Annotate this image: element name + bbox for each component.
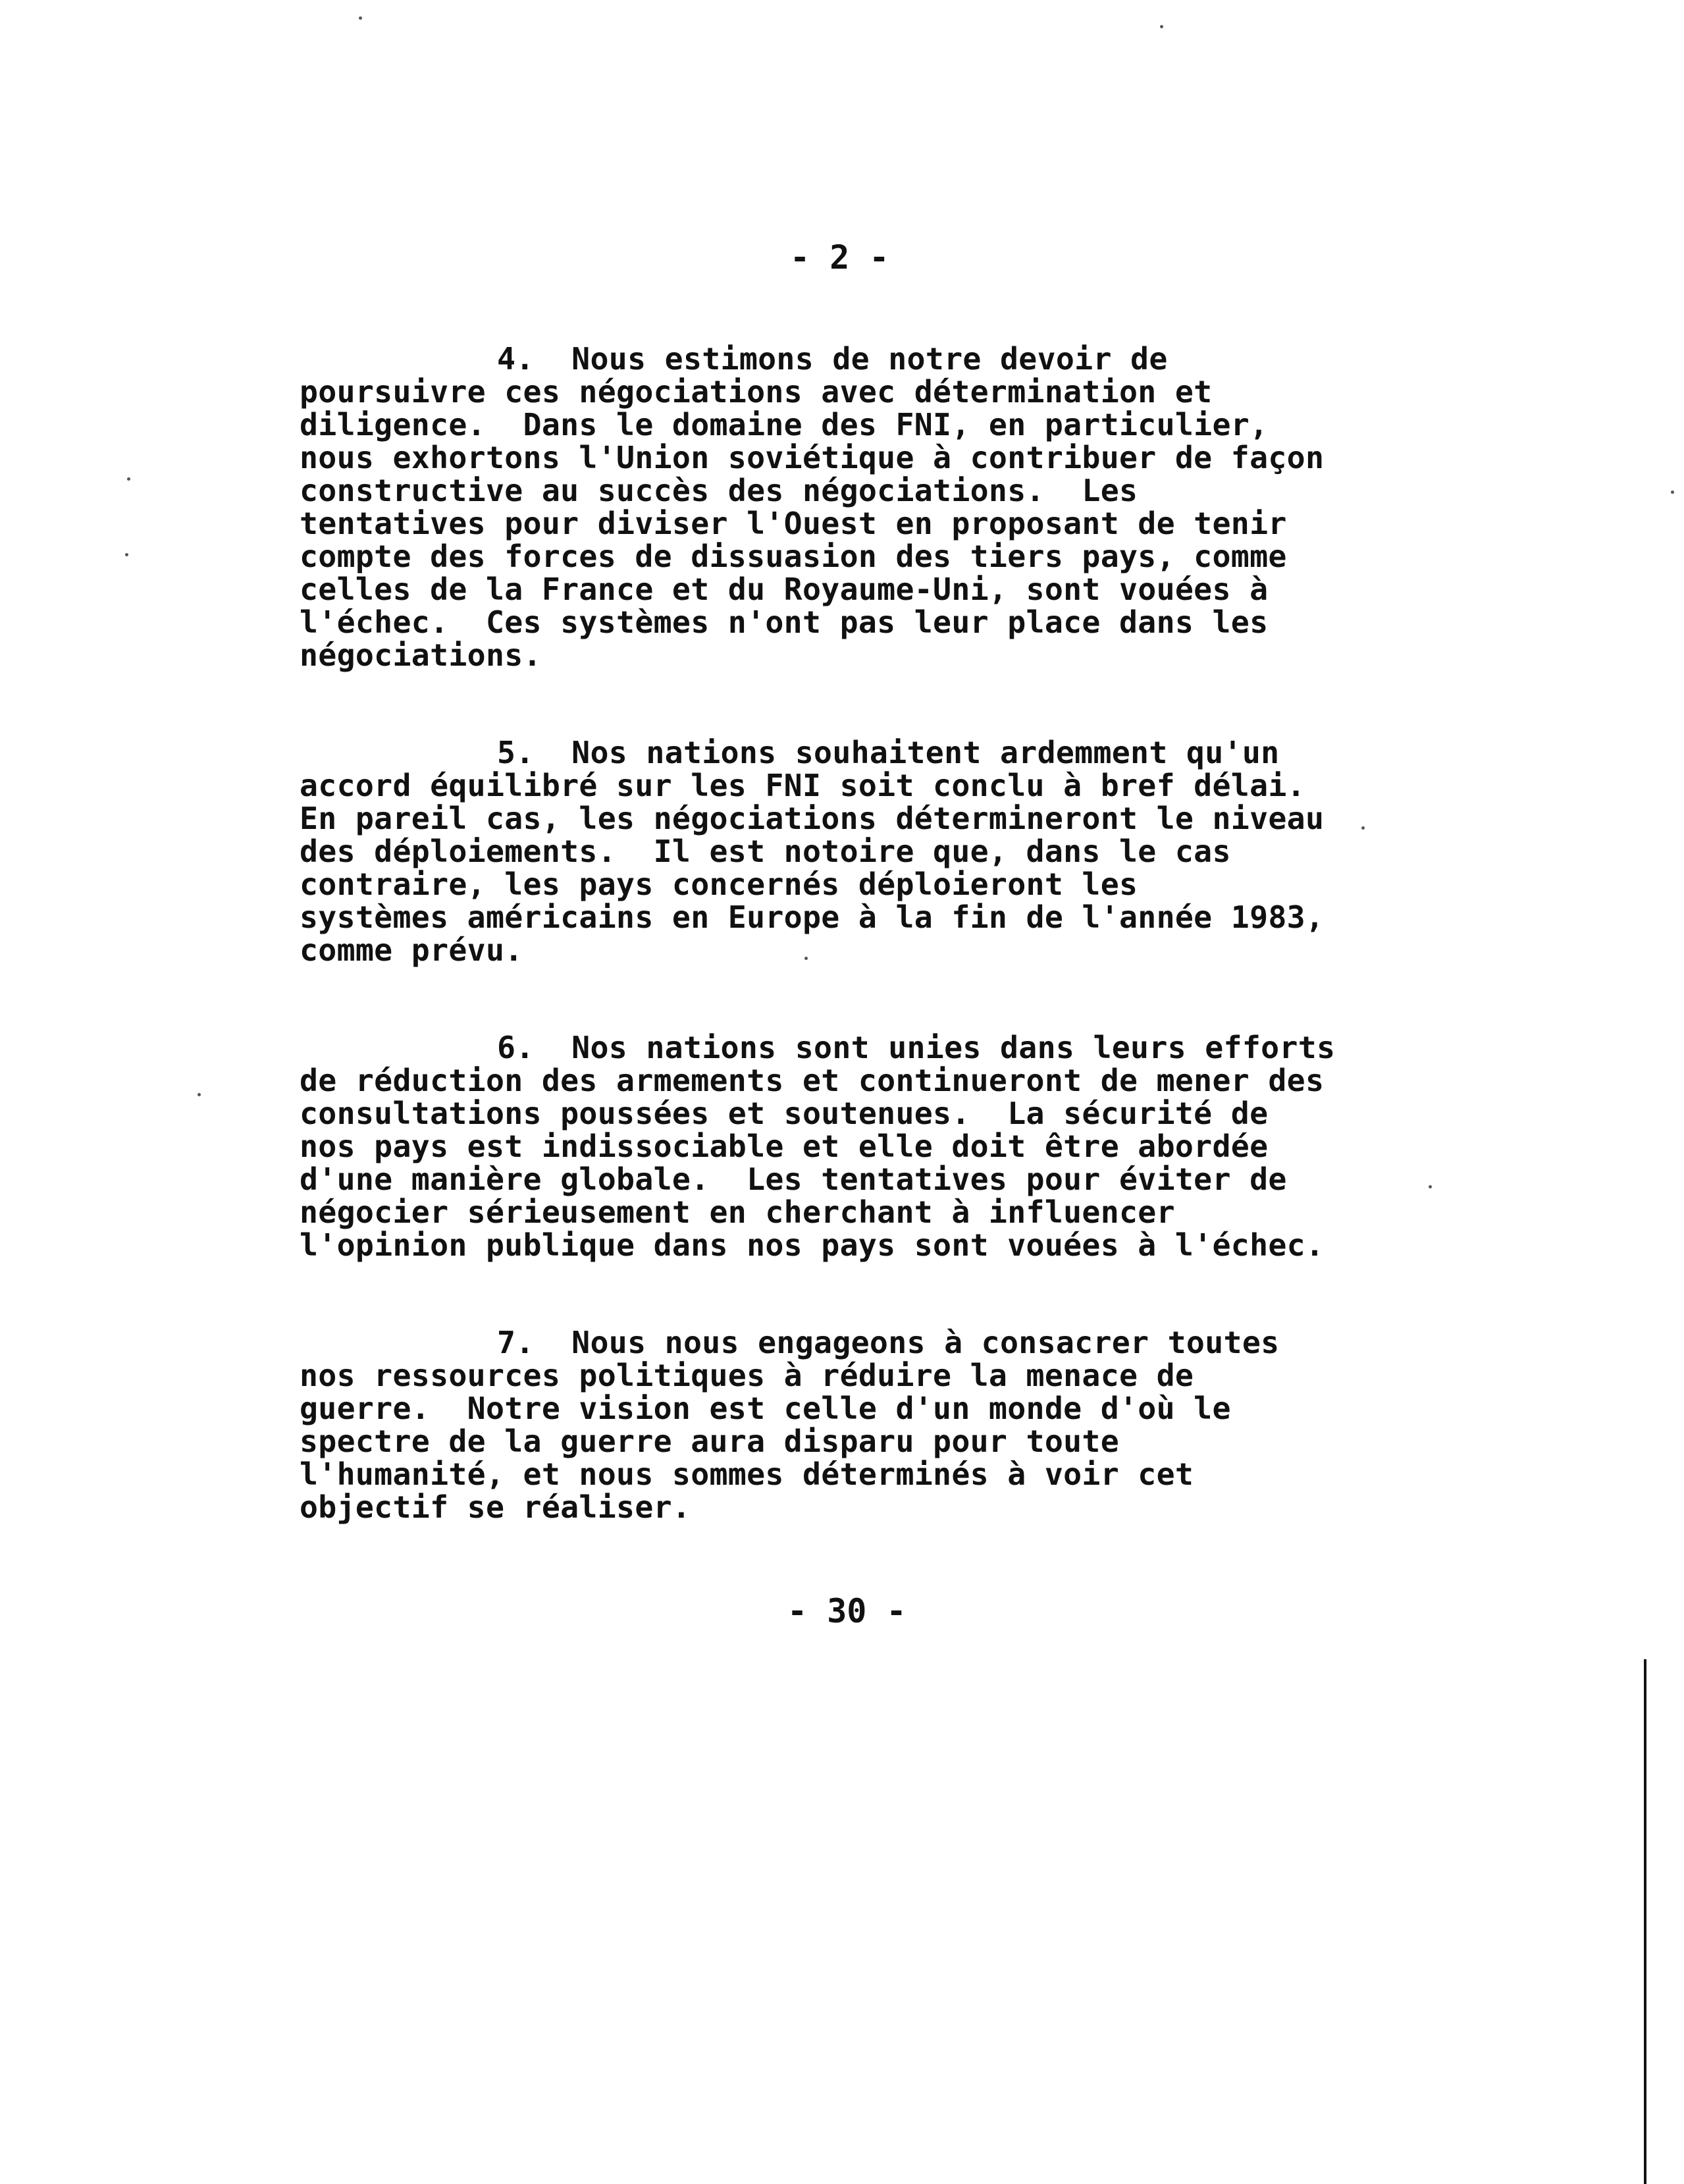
text-line: comme prévu.	[300, 932, 523, 968]
text-line: nous exhortons l'Union soviétique à contribuer de façon	[300, 440, 1325, 475]
text-line: spectre de la guerre aura disparu pour toute	[300, 1424, 1119, 1459]
scan-speck	[1361, 826, 1365, 830]
text-line: En pareil cas, les négociations détermineront le niveau	[300, 801, 1325, 836]
text-line: consultations poussées et soutenues. La sécurité de	[300, 1096, 1269, 1131]
text-line: accord équilibré sur les FNI soit conclu à bref délai.	[300, 768, 1305, 803]
text-line: poursuivre ces négociations avec détermination et	[300, 374, 1213, 410]
paragraph-4	[300, 342, 1458, 672]
page-number-top: - 2 -	[790, 238, 889, 277]
text-line: des déploiements. Il est notoire que, dans le cas	[300, 834, 1231, 869]
text-line: celles de la France et du Royaume-Uni, sont vouées à	[300, 572, 1269, 607]
text-line: tentatives pour diviser l'Ouest en proposant de tenir	[300, 506, 1287, 541]
text-line: 7. Nous nous engageons à consacrer toutes	[497, 1325, 1280, 1360]
text-line: nos ressources politiques à réduire la menace de	[300, 1358, 1194, 1393]
text-line: de réduction des armements et continueront de mener des	[300, 1063, 1325, 1098]
paragraph-6	[300, 1031, 1458, 1262]
text-line: l'échec. Ces systèmes n'ont pas leur place dans les	[300, 604, 1269, 640]
text-line: contraire, les pays concernés déploieront les	[300, 866, 1138, 902]
text-line: diligence. Dans le domaine des FNI, en particulier,	[300, 407, 1269, 442]
scan-speck	[359, 16, 362, 20]
margin-rule	[1644, 1659, 1646, 2184]
text-line: l'humanité, et nous sommes déterminés à voir cet	[300, 1456, 1194, 1492]
text-line: négociations.	[300, 637, 542, 673]
text-line: négocier sérieusement en cherchant à influencer	[300, 1194, 1175, 1230]
page-number-bottom: - 30 -	[787, 1592, 907, 1630]
text-line: d'une manière globale. Les tentatives pour éviter de	[300, 1161, 1287, 1197]
text-line: compte des forces de dissuasion des tiers pays, comme	[300, 539, 1287, 574]
scan-speck	[127, 477, 130, 481]
text-line: systèmes américains en Europe à la fin de l'année 1983,	[300, 899, 1325, 935]
paragraph-5	[300, 736, 1458, 967]
scan-speck	[1429, 1185, 1432, 1188]
text-line: guerre. Notre vision est celle d'un monde d'où le	[300, 1391, 1231, 1426]
text-line: 4. Nous estimons de notre devoir de	[497, 341, 1168, 377]
scan-speck	[197, 1093, 201, 1096]
text-line: constructive au succès des négociations. Les	[300, 473, 1138, 508]
text-line: 6. Nos nations sont unies dans leurs efforts	[497, 1030, 1336, 1065]
scan-speck	[1671, 491, 1674, 494]
text-line: nos pays est indissociable et elle doit être abordée	[300, 1129, 1269, 1164]
text-line: l'opinion publique dans nos pays sont vouées à l'échec.	[300, 1227, 1325, 1263]
text-line: 5. Nos nations souhaitent ardemment qu'un	[497, 735, 1280, 770]
text-line: objectif se réaliser.	[300, 1489, 691, 1525]
scan-speck	[804, 957, 808, 960]
body-text	[300, 342, 1458, 1588]
scan-speck	[125, 553, 128, 556]
scan-speck	[1160, 25, 1163, 28]
paragraph-7	[300, 1326, 1458, 1524]
